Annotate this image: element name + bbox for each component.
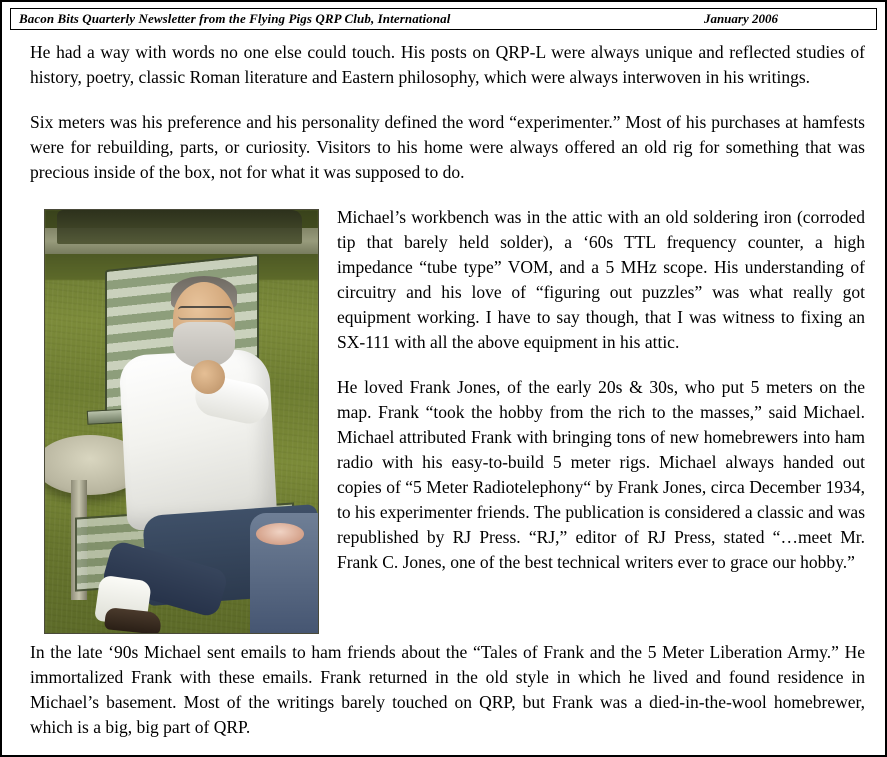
issue-date: January 2006 [703, 11, 778, 26]
photo-hand [191, 360, 225, 394]
paragraph-5: In the late ‘90s Michael sent emails to ham friends about the “Tales of Frank and the 5 Meter Liberation Army.” He immortalized Frank with these emails. Frank returned in the old style in which he lived and found residence in Michael’s basement. Most of the writings barely touched on QRP, but Frank was a died-in-the-wool homebrewer, which is a big, big part of QRP. [30, 642, 865, 737]
paragraph-2: Six meters was his preference and his personality defined the word “experimenter.” Most of his purchases at hamfests were for rebuilding, parts, or curiosity. Visitors to his home were always offered an old rig for something that was precious inside of the box, not for what it was supposed to do. [30, 112, 865, 182]
photo-glasses [178, 306, 232, 320]
article-body [2, 30, 885, 740]
photo-plate [256, 523, 304, 545]
paragraph-3: Michael’s workbench was in the attic with an old soldering iron (corroded tip that barely held solder), a ‘60s TTL frequency counter, a high impedance “tube type” VOM, and a 5 MHz scope. His understanding of circuitry and his love of “figuring out puzzles” was what really got equipment working. I have to say though, that I was witness to fixing an SX-111 with all the above equipment in his attic. [337, 207, 865, 352]
photo-background-vehicle [57, 210, 302, 244]
photo-and-text-block [30, 205, 865, 640]
newsletter-title: Bacon Bits Quarterly Newsletter from the Flying Pigs QRP Club, International [19, 11, 451, 26]
article-photo [44, 209, 319, 634]
page-header [10, 8, 877, 30]
paragraph-1: He had a way with words no one else could touch. His posts on QRP-L were always unique and reflected studies of history, poetry, classic Roman literature and Eastern philosophy, which were always interwoven in his writings. [30, 42, 865, 87]
paragraph-4: He loved Frank Jones, of the early 20s & 30s, who put 5 meters on the map. Frank “took the hobby from the rich to the masses,” said Michael. Michael attributed Frank with bringing tons of new homebrewers into ham radio with his easy-to-build 5 meter rigs. Michael always handed out copies of “5 Meter Radiotelephony“ by Frank Jones, circa December 1934, to his experimenter friends. The publication is considered a classic and was republished by RJ Press. “RJ,” editor of RJ Press, stated “…meet Mr. Frank C. Jones, one of the best technical writers ever to grace our hobby.” [337, 377, 865, 572]
